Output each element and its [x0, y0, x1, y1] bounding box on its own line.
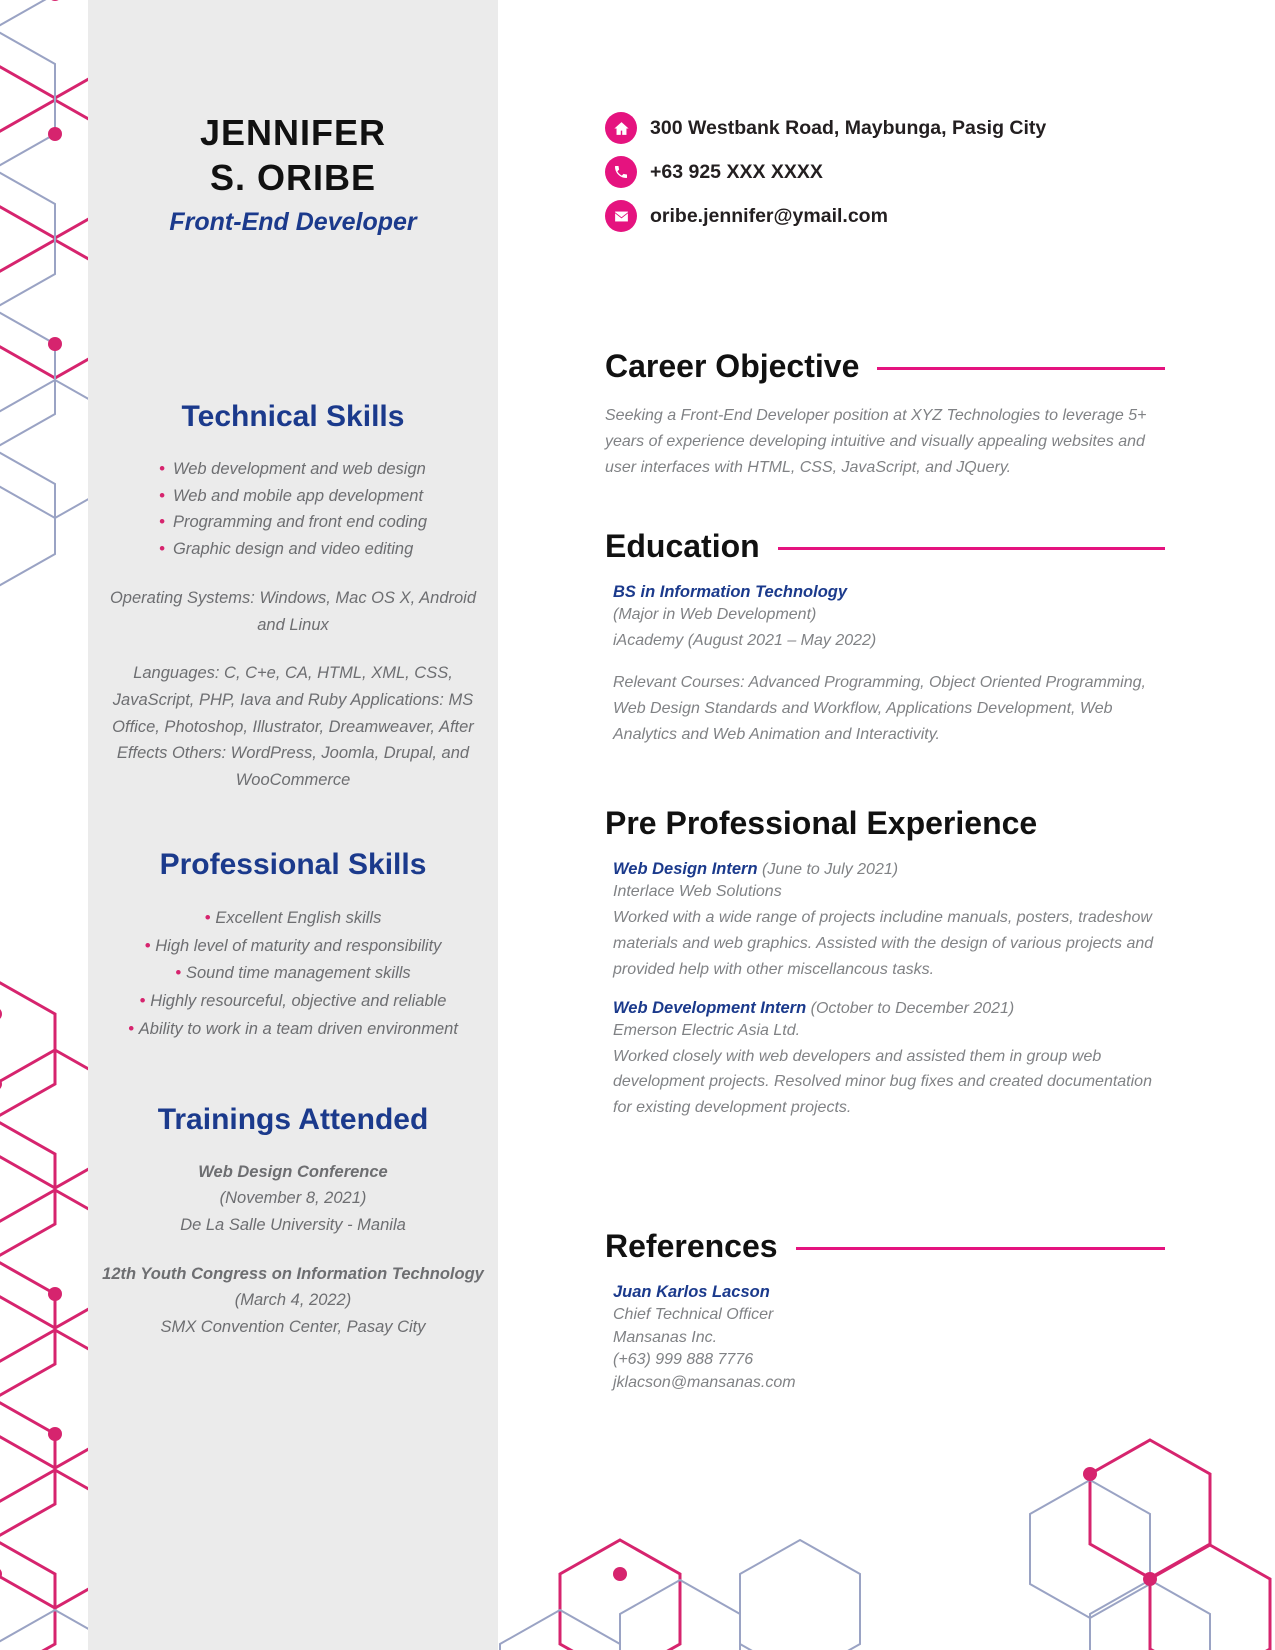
list-item: • Programming and front end coding — [159, 509, 427, 536]
technical-skills-list — [159, 456, 427, 563]
career-objective-title: Career Objective — [605, 348, 860, 384]
experience-role: Web Development Intern — [613, 998, 807, 1017]
job-role: Front-End Developer — [169, 208, 417, 236]
contact-row-phone — [605, 156, 1046, 188]
section-references — [605, 1228, 1165, 1395]
experience-role: Web Design Intern — [613, 860, 758, 878]
experience-date: (October to December 2021) — [810, 999, 1015, 1017]
training-name: 12th Youth Congress on Information Technology — [102, 1264, 484, 1283]
professional-skills-list — [88, 904, 498, 1043]
experience-company: Interlace Web Solutions — [613, 883, 782, 900]
reference-phone: (+63) 999 888 7776 — [613, 1351, 754, 1369]
experience-company: Emerson Electric Asia Ltd. — [613, 1021, 801, 1039]
experience-item — [613, 999, 1165, 1122]
contact-block — [605, 112, 1046, 244]
divider — [796, 1247, 1165, 1250]
section-professional-skills — [88, 848, 498, 1043]
list-item: • Highly resourceful, objective and reliable — [88, 987, 498, 1015]
section-experience — [605, 805, 1165, 1121]
list-item: • Sound time management skills — [88, 959, 498, 987]
experience-description: Worked closely with web developers and assisted them in group web development projects. Resolved minor bug fixes and created documentation for existing development projects. — [613, 1047, 1152, 1117]
name-block — [88, 110, 498, 237]
section-trainings-attended — [88, 1103, 498, 1341]
experience-title: Pre Professional Experience — [605, 805, 1038, 841]
trainings-title: Trainings Attended — [157, 1102, 429, 1136]
first-name: JENNIFER — [199, 112, 387, 153]
contact-phone: +63 925 XXX XXXX — [650, 160, 823, 183]
phone-icon — [605, 156, 637, 188]
envelope-icon — [605, 200, 637, 232]
name-card — [88, 0, 498, 300]
career-objective-text: Seeking a Front-End Developer position at XYZ Technologies to leverage 5+ years of experience developing intuitive and visually appealing websites and user interfaces with HTML, CSS, JavaScript, and JQuery. — [605, 407, 1147, 476]
divider — [877, 367, 1165, 370]
training-venue: De La Salle University - Manila — [180, 1215, 406, 1234]
training-venue: SMX Convention Center, Pasay City — [160, 1318, 426, 1337]
experience-date: (June to July 2021) — [762, 861, 899, 878]
list-item: • Excellent English skills — [88, 904, 498, 932]
technical-details-text: Languages: C, C+e, CA, HTML, XML, CSS, JavaScript, PHP, Iava and Ruby Applications: MS Office, Photoshop, Illustrator, Dreamweaver, After Effects Others: WordPress, Joomla, Drupal, and WooCommerce — [112, 664, 474, 790]
technical-skills-title: Technical Skills — [181, 400, 405, 433]
home-icon — [605, 112, 637, 144]
contact-row-email — [605, 200, 1046, 232]
education-degree: BS in Information Technology — [613, 583, 848, 601]
list-item: • Web and mobile app development — [159, 483, 427, 510]
list-item: • Ability to work in a team driven environment — [88, 1015, 498, 1043]
experience-header — [605, 805, 1165, 842]
reference-position: Chief Technical Officer — [613, 1306, 774, 1323]
training-item — [102, 1261, 484, 1341]
experience-description: Worked with a wide range of projects includine manuals, posters, tradeshow materials and web graphics. Assisted with the design of various projects and provided help with other miscellancous tasks. — [613, 908, 1154, 978]
section-career-objective — [605, 348, 1165, 481]
professional-skills-title: Professional Skills — [159, 847, 427, 881]
education-courses: Relevant Courses: Advanced Programming, Object Oriented Programming, Web Design Standards and Workflow, Applications Development, Web Analytics and Web Animation and Interactivity. — [613, 673, 1146, 743]
list-item: • High level of maturity and responsibility — [88, 932, 498, 960]
contact-address: 300 Westbank Road, Maybunga, Pasig City — [650, 116, 1047, 139]
reference-email: jklacson@mansanas.com — [613, 1374, 796, 1392]
section-education — [605, 528, 1165, 748]
references-header — [605, 1228, 1165, 1265]
sidebar-content — [88, 400, 498, 1385]
references-title: References — [605, 1228, 778, 1264]
list-item: • Graphic design and video editing — [159, 536, 427, 563]
education-school: iAcademy (August 2021 – May 2022) — [613, 631, 877, 649]
training-name: Web Design Conference — [198, 1162, 388, 1181]
training-date: (November 8, 2021) — [219, 1189, 367, 1208]
divider — [778, 547, 1165, 550]
training-item — [102, 1159, 484, 1239]
education-title: Education — [605, 528, 760, 564]
last-name: S. ORIBE — [209, 157, 377, 198]
list-item: • Web development and web design — [159, 456, 427, 483]
experience-item — [613, 860, 1165, 983]
education-major: (Major in Web Development) — [613, 606, 817, 623]
section-technical-skills — [88, 400, 498, 794]
education-header — [605, 528, 1165, 565]
training-date: (March 4, 2022) — [234, 1291, 352, 1310]
operating-systems-text: Operating Systems: Windows, Mac OS X, Android and Linux — [109, 588, 477, 634]
career-objective-header — [605, 348, 1165, 385]
contact-row-address — [605, 112, 1046, 144]
reference-name: Juan Karlos Lacson — [613, 1283, 770, 1301]
contact-email: oribe.jennifer@ymail.com — [650, 204, 888, 227]
reference-company: Mansanas Inc. — [613, 1328, 718, 1346]
